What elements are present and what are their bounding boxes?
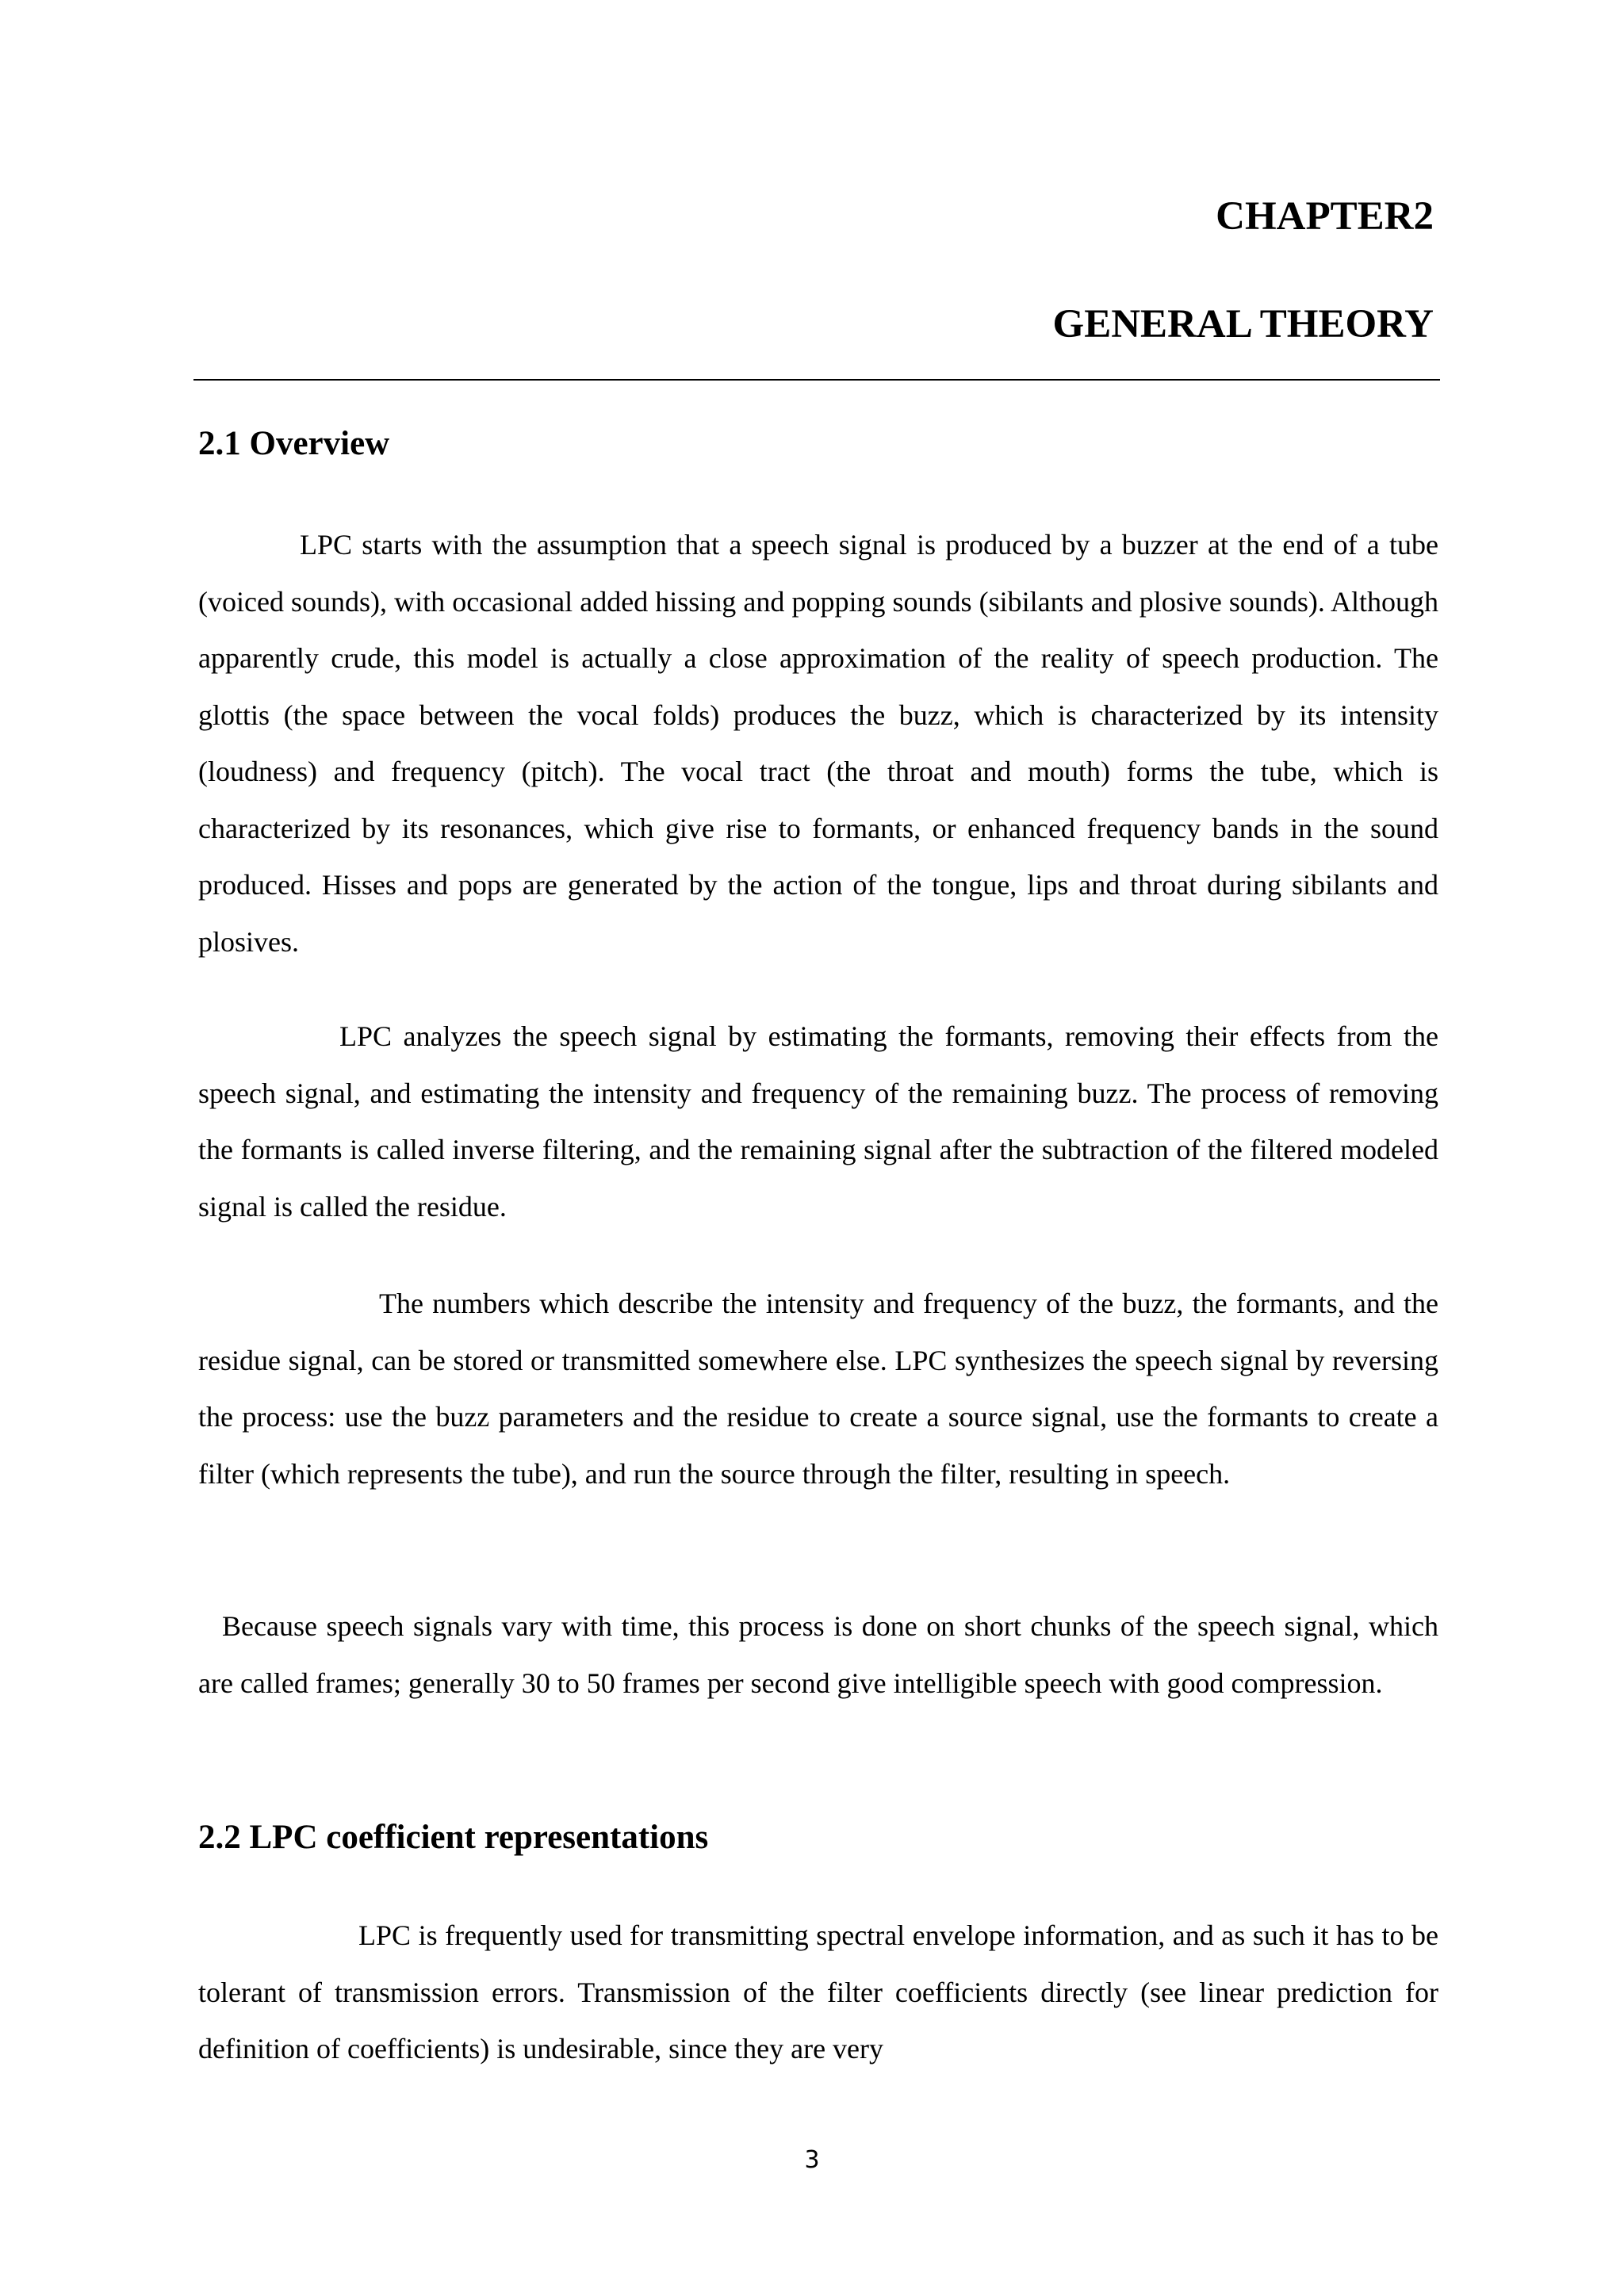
paragraph-overview-2: LPC analyzes the speech signal by estimating the formants, removing their effects from the speech signal, and estimating the intensity and frequency of the remaining buzz. The process of removing the formants is called inverse filtering, and the remaining signal after the subtraction of the filtered modeled signal is called the residue. (198, 1020, 1438, 1223)
chapter-divider (193, 379, 1440, 381)
page-number: 3 (804, 2146, 820, 2174)
section-heading-lpc-coefficients: 2.2 LPC coefficient representations (198, 1819, 709, 1856)
paragraph-overview-1: LPC starts with the assumption that a speech signal is produced by a buzzer at the end of a tube (voiced sounds), with occasional added hissing and popping sounds (sibilants and plosive sounds). Although apparently crude, this model is actually a close approximation of the reality of speech production. The glottis (the space between the vocal folds) produces the buzz, which is characterized by its intensity (loudness) and frequency (pitch). The vocal tract (the throat and mouth) forms the tube, which is characterized by its resonances, which give rise to formants, or enhanced frequency bands in the sound produced. Hisses and pops are generated by the action of the tongue, lips and throat during sibilants and plosives. (198, 529, 1438, 958)
paragraph-lpc-coefficients-1: LPC is frequently used for transmitting spectral envelope information, and as such it has to be tolerant of transmission errors. Transmission of the filter coefficients directly (see linear prediction for definition of coefficients) is undesirable, since they are very (198, 1919, 1438, 2064)
section-heading-overview: 2.1 Overview (198, 425, 390, 462)
paragraph-overview-3: The numbers which describe the intensity and frequency of the buzz, the formants, and the residue signal, can be stored or transmitted somewhere else. LPC synthesizes the speech signal by reversing the process: use the buzz parameters and the residue to create a source signal, use the formants to create a filter (which represents the tube), and run the source through the filter, resulting in speech. (198, 1288, 1438, 1490)
chapter-number: CHAPTER2 (1216, 194, 1434, 239)
paragraph-overview-4: Because speech signals vary with time, this process is done on short chunks of the speech signal, which are called frames; generally 30 to 50 frames per second give intelligible speech with good compression. (198, 1610, 1438, 1699)
chapter-title: GENERAL THEORY (1052, 302, 1434, 346)
